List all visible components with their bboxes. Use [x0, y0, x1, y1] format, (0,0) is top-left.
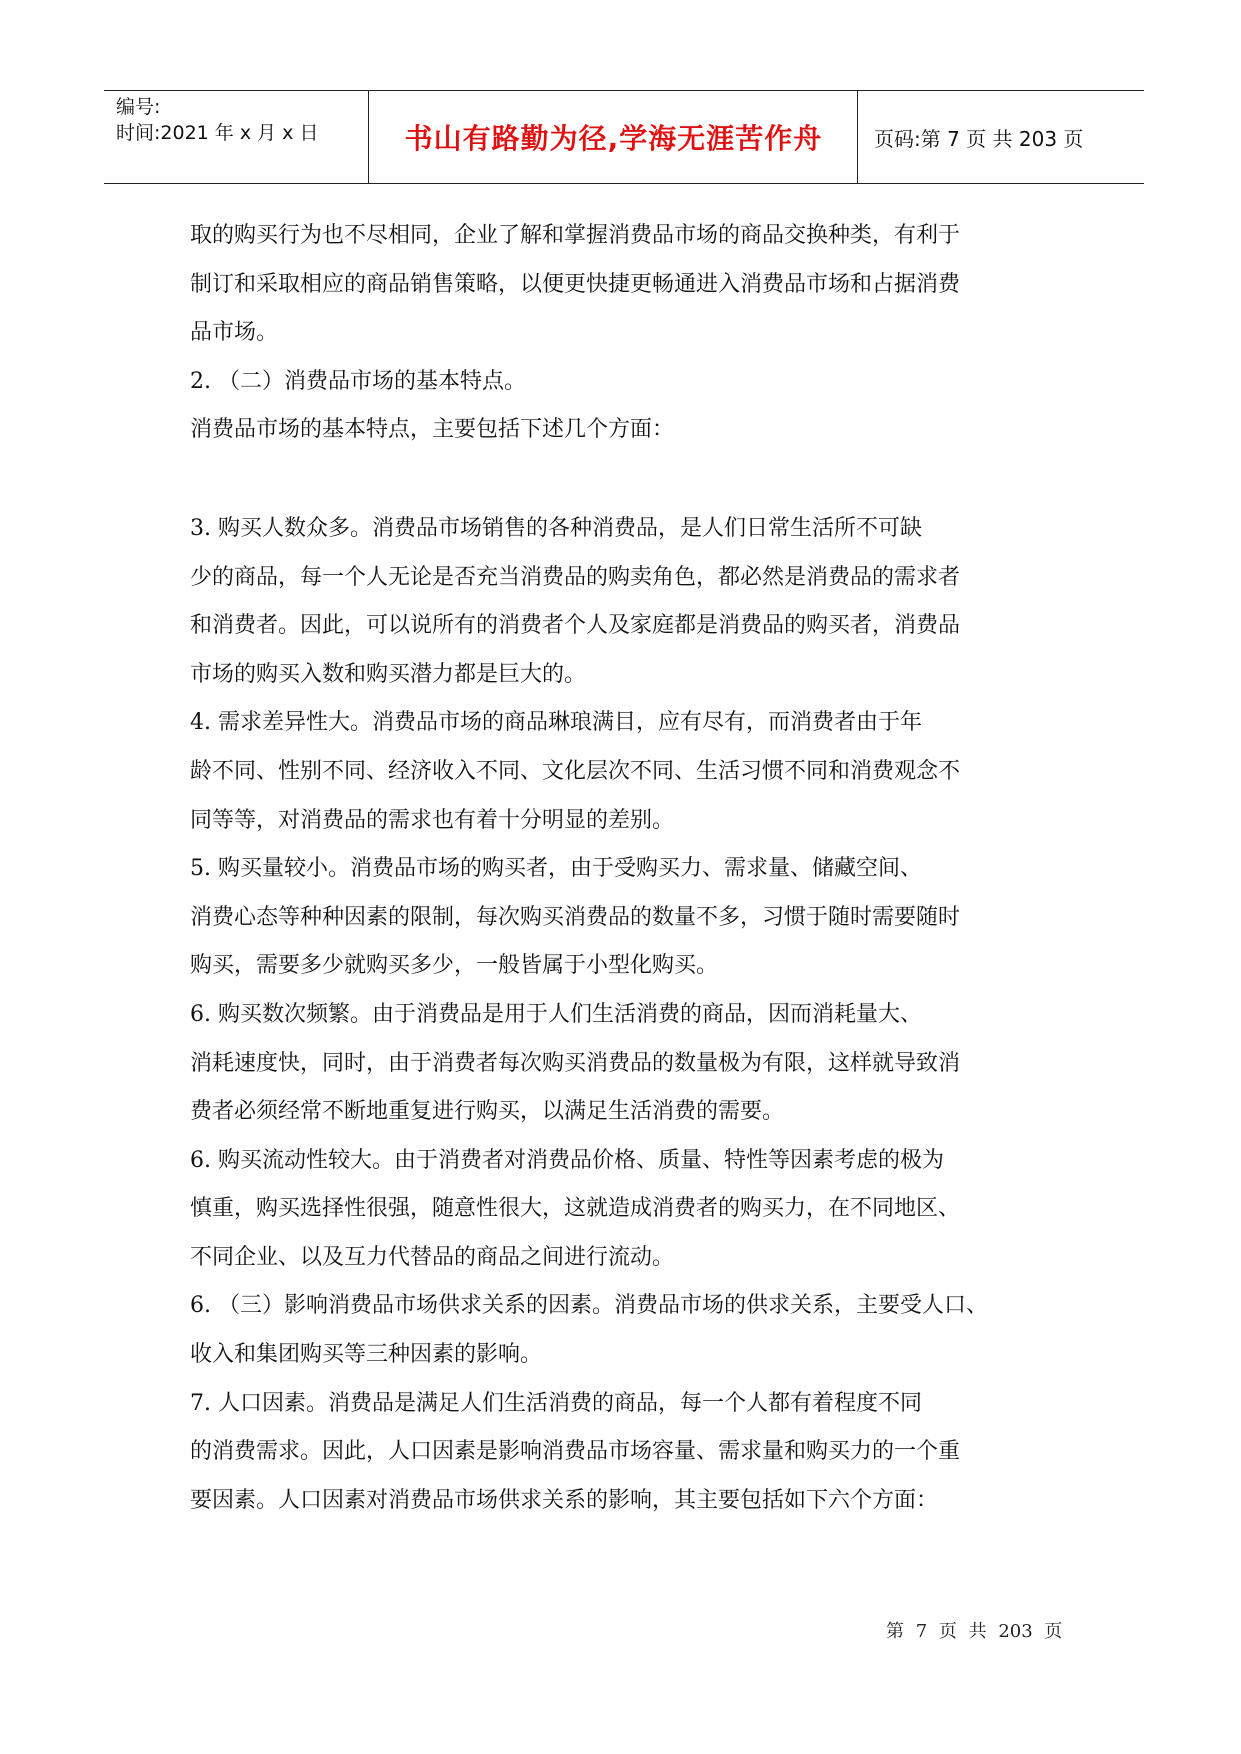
document-time-label: 时间:2021 年 x 月 x 日	[116, 122, 319, 144]
paragraph-spacer	[190, 455, 1070, 505]
header-motto: 书山有路勤为径,学海无涯苦作舟	[404, 122, 823, 155]
body-line: 的消费需求。因此，人口因素是影响消费品市场容量、需求量和购买力的一个重	[190, 1439, 961, 1465]
body-line: 取的购买行为也不尽相同，企业了解和掌握消费品市场的商品交换种类，有利于	[190, 223, 961, 248]
list-item: 6. 购买流动性较大。由于消费者对消费品价格、质量、特性等因素考虑的极为	[190, 1147, 944, 1173]
list-item: 6. 购买数次频繁。由于消费品是用于人们生活消费的商品，因而消耗量大、	[190, 1001, 922, 1027]
header-meta	[116, 91, 366, 183]
body-line: 消费心态等种种因素的限制，每次购买消费品的数量不多，习惯于随时需要随时	[190, 904, 961, 930]
page-header	[104, 90, 1144, 184]
list-item: 3. 购买人数众多。消费品市场销售的各种消费品，是人们日常生活所不可缺	[190, 515, 922, 541]
body-line: 和消费者。因此，可以说所有的消费者个人及家庭都是消费品的购买者，消费品	[190, 613, 961, 639]
body-line: 慎重，购买选择性很强，随意性很大，这就造成消费者的购买力，在不同地区、	[190, 1196, 961, 1222]
header-divider	[857, 91, 858, 183]
list-item: 4. 需求差异性大。消费品市场的商品琳琅满目，应有尽有，而消费者由于年	[190, 710, 922, 736]
body-line: 要因素。人口因素对消费品市场供求关系的影响，其主要包括如下六个方面：	[190, 1487, 939, 1513]
page-footer: 第 7 页 共 203 页	[886, 1621, 1063, 1642]
list-item: 7. 人口因素。消费品是满足人们生活消费的商品，每一个人都有着程度不同	[190, 1390, 922, 1416]
body-line: 制订和采取相应的商品销售策略，以便更快捷更畅通进入消费品市场和占据消费	[190, 271, 961, 297]
body-line: 不同企业、以及互力代替品的商品之间进行流动。	[190, 1244, 675, 1270]
body-line: 龄不同、性别不同、经济收入不同、文化层次不同、生活习惯不同和消费观念不	[190, 758, 961, 784]
body-line: 购买，需要多少就购买多少，一般皆属于小型化购买。	[190, 953, 719, 979]
body-line: 消耗速度快，同时，由于消费者每次购买消费品的数量极为有限，这样就导致消	[190, 1050, 961, 1076]
section-heading: 6. （三）影响消费品市场供求关系的因素。消费品市场的供求关系，主要受人口、	[190, 1293, 988, 1319]
document-body	[190, 212, 1070, 1525]
body-line: 同等等，对消费品的需求也有着十分明显的差别。	[190, 807, 675, 833]
body-line: 收入和集团购买等三种因素的影响。	[190, 1342, 543, 1368]
body-line: 品市场。	[190, 320, 279, 346]
section-heading: 2. （二）消费品市场的基本特点。	[190, 368, 526, 394]
list-item: 5. 购买量较小。消费品市场的购买者，由于受购买力、需求量、储藏空间、	[190, 856, 922, 882]
header-divider	[368, 91, 369, 183]
body-line: 市场的购买入数和购买潜力都是巨大的。	[190, 661, 587, 687]
document-number-label: 编号:	[116, 96, 161, 118]
body-line: 少的商品，每一个人无论是否充当消费品的购卖角色，都必然是消费品的需求者	[190, 564, 961, 590]
body-line: 费者必须经常不断地重复进行购买，以满足生活消费的需要。	[190, 1099, 785, 1125]
body-line: 消费品市场的基本特点，主要包括下述几个方面：	[190, 417, 675, 443]
header-page-info: 页码:第 7 页 共 203 页	[874, 126, 1084, 151]
